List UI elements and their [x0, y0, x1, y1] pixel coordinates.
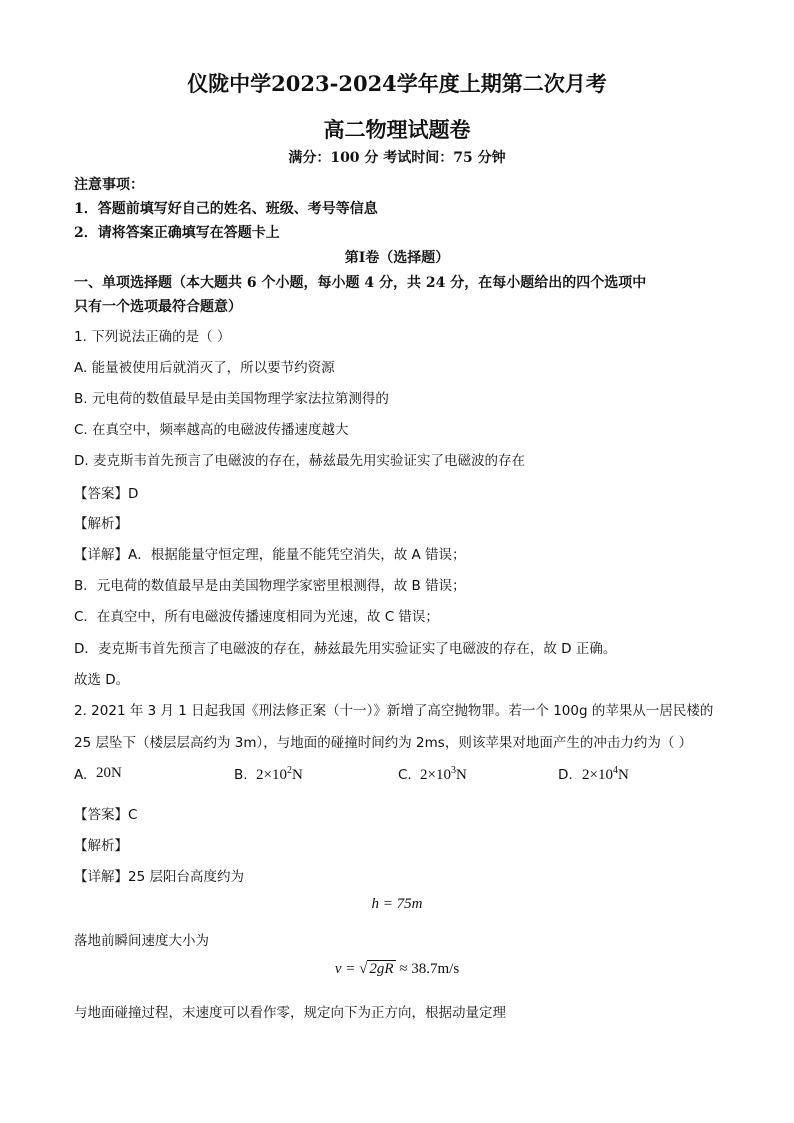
q1-detail-c: C．在真空中，所有电磁波传播速度相同为光速，故 C 错误；	[74, 609, 439, 625]
q1-answer: 【答案】D	[74, 486, 139, 502]
q2-eq-radicand: 2gR	[369, 961, 394, 977]
exam-subtitle: 高二物理试题卷	[323, 117, 471, 142]
q1-conclusion: 故选 D。	[74, 672, 130, 688]
q2-equation-height: h = 75m	[371, 896, 423, 912]
q2-option-b-label: B.	[234, 767, 248, 783]
notes-heading: 注意事项：	[74, 177, 144, 193]
q2-option-d-label: D.	[558, 767, 573, 783]
note-item: 1．答题前填写好自己的姓名、班级、考号等信息	[74, 201, 378, 217]
q2-momentum-intro: 与地面碰撞过程，末速度可以看作零，规定向下为正方向，根据动量定理	[74, 1005, 506, 1021]
q1-option-a: A. 能量被使用后就消灭了，所以要节约资源	[74, 360, 335, 376]
note-item: 2．请将答案正确填写在答题卡上	[74, 225, 280, 241]
part-heading-line1: 一、单项选择题（本大题共 6 个小题，每小题 4 分，共 24 分，在每小题给出的四个选项中	[74, 275, 647, 291]
exam-title: 仪陇中学2023-2024学年度上期第二次月考	[187, 71, 607, 96]
score-time-line: 满分：100 分 考试时间：75 分钟	[288, 150, 506, 166]
volume-heading: 第Ⅰ卷（选择题）	[344, 250, 450, 266]
q1-option-c: C. 在真空中，频率越高的电磁波传播速度越大	[74, 422, 349, 438]
q2-option-b-value: $2\times 10^2N$	[256, 765, 303, 783]
q2-stem-line1: 2. 2021 年 3 月 1 日起我国《刑法修正案（十一）》新增了高空抛物罪。若一个 100g 的苹果从一居民楼的	[74, 703, 714, 719]
q2-option-d-value: $2\times 10^4N$	[582, 765, 629, 783]
q2-velocity-intro: 落地前瞬间速度大小为	[74, 933, 209, 949]
q2-option-a-value: 20N	[96, 765, 122, 781]
q1-analysis-label: 【解析】	[74, 516, 128, 532]
q2-eq-velocity-left: v =	[334, 961, 360, 977]
q2-eq-velocity-right: ≈ 38.7m/s	[395, 961, 460, 977]
q1-stem: 1. 下列说法正确的是（ ）	[74, 329, 231, 345]
part-heading-line2: 只有一个选项最符合题意）	[74, 299, 242, 315]
q2-equation-velocity	[0, 961, 794, 978]
q2-analysis-label: 【解析】	[74, 838, 128, 854]
q1-option-b: B. 元电荷的数值最早是由美国物理学家法拉第测得的	[74, 391, 389, 407]
q2-answer: 【答案】C	[74, 807, 138, 823]
q2-option-c-label: C.	[398, 767, 412, 783]
q1-detail-d: D．麦克斯韦首先预言了电磁波的存在，赫兹最先用实验证实了电磁波的存在，故 D 正确。	[74, 641, 617, 657]
q1-detail-b: B．元电荷的数值最早是由美国物理学家密里根测得，故 B 错误；	[74, 578, 466, 594]
q1-option-d: D. 麦克斯韦首先预言了电磁波的存在，赫兹最先用实验证实了电磁波的存在	[74, 453, 525, 469]
q2-stem-line2: 25 层坠下（楼层层高约为 3m），与地面的碰撞时间约为 2ms，则该苹果对地面产生的冲击力约为（ ）	[74, 735, 693, 751]
q1-detail-a: 【详解】A．根据能量守恒定理，能量不能凭空消失，故 A 错误；	[74, 547, 466, 563]
q2-option-a-label: A.	[74, 767, 88, 783]
q2-eq-sqrt-sign: √	[359, 961, 368, 977]
q2-detail-intro: 【详解】25 层阳台高度约为	[74, 869, 244, 885]
q2-option-c-value: $2\times 10^3N$	[420, 765, 467, 783]
